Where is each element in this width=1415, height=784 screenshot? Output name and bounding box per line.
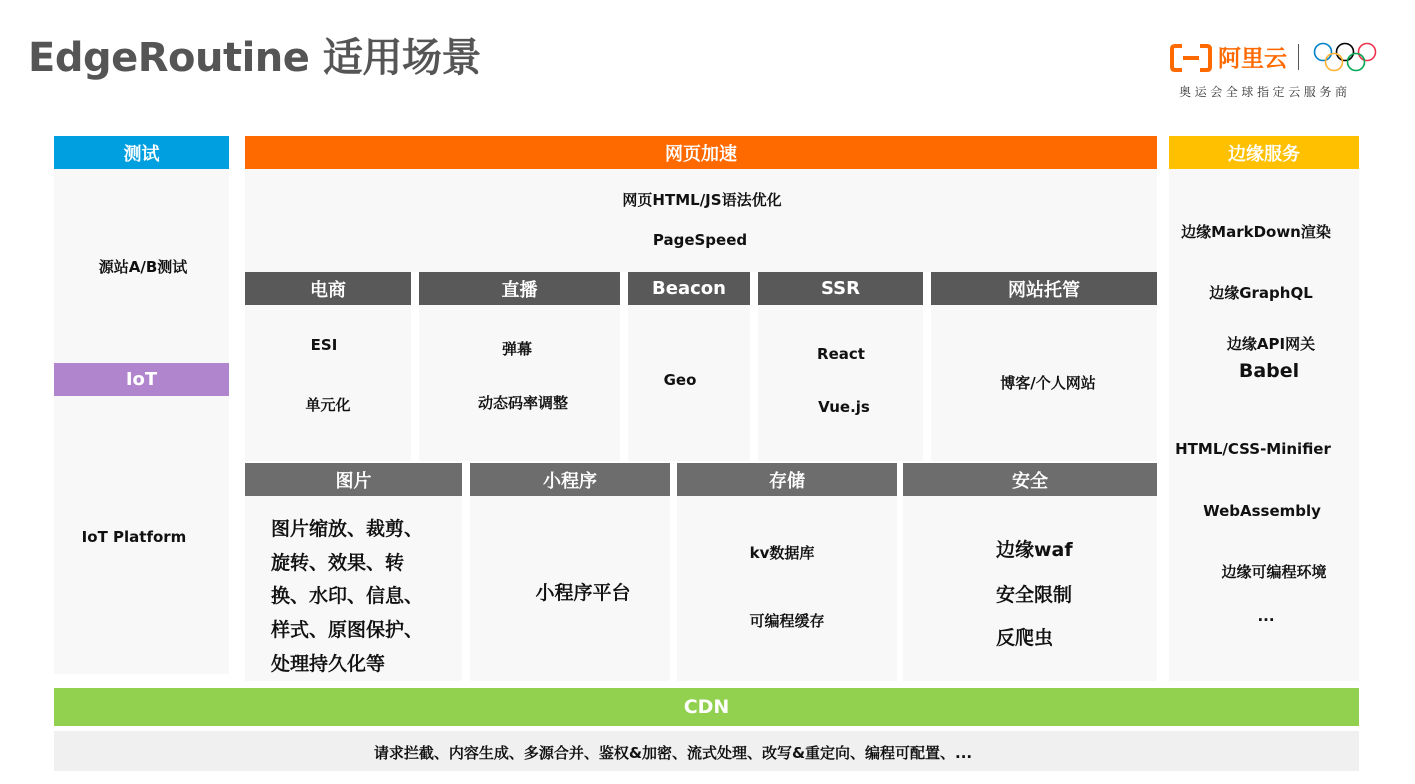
- ecommerce-item: ESI: [310, 336, 338, 354]
- edge-service-header: 边缘服务: [1169, 136, 1359, 169]
- live-item: 弹幕: [501, 340, 533, 358]
- image-description: [271, 513, 423, 682]
- image-line: 样式、原图保护、: [271, 619, 424, 642]
- olympic-rings-icon: [1313, 41, 1377, 75]
- edge-service-item: 边缘可编程环境: [1221, 563, 1327, 581]
- edge-service-item: HTML/CSS-Minifier: [1175, 440, 1331, 458]
- ecommerce-panel: [245, 305, 411, 461]
- edge-service-item: 边缘API网关: [1226, 335, 1316, 353]
- image-header: 图片: [245, 463, 462, 496]
- test-item: 源站A/B测试: [98, 258, 188, 276]
- live-header: 直播: [419, 272, 620, 305]
- live-panel: [419, 305, 620, 461]
- image-line: 处理持久化等: [271, 652, 386, 675]
- ssr-item: React: [817, 345, 865, 363]
- ecommerce-item: 单元化: [305, 396, 351, 414]
- security-header: 安全: [903, 463, 1157, 496]
- test-header: 测试: [54, 136, 229, 169]
- page-title: EdgeRoutine 适用场景: [28, 35, 481, 81]
- miniapp-header: 小程序: [470, 463, 670, 496]
- web-accel-panel: [245, 169, 1157, 272]
- cdn-description: 请求拦截、内容生成、多源合并、鉴权&加密、流式处理、改写&重定向、编程可配置、...: [373, 744, 973, 762]
- hosting-header: 网站托管: [931, 272, 1157, 305]
- security-item: 反爬虫: [996, 627, 1054, 649]
- web-accel-item: PageSpeed: [652, 231, 748, 249]
- brand-logo: [1170, 40, 1380, 102]
- aliyun-logo-icon: [1170, 43, 1212, 73]
- miniapp-item: 小程序平台: [535, 582, 631, 604]
- brand-name: 阿里云: [1218, 46, 1287, 72]
- edge-service-item: Babel: [1238, 360, 1300, 382]
- image-line: 换、水印、信息、: [271, 585, 424, 608]
- ssr-item: Vue.js: [818, 398, 870, 416]
- ssr-header: SSR: [758, 272, 923, 305]
- brand-tagline: 奥运会全球指定云服务商: [1179, 85, 1351, 99]
- security-item: 安全限制: [996, 584, 1073, 606]
- edge-service-item: 边缘MarkDown渲染: [1181, 223, 1331, 241]
- beacon-item: Geo: [663, 371, 697, 389]
- storage-panel: [677, 496, 897, 681]
- edge-service-item: WebAssembly: [1203, 502, 1321, 520]
- iot-header: IoT: [54, 363, 229, 396]
- edge-service-item: ...: [1257, 607, 1275, 625]
- iot-item: IoT Platform: [81, 528, 187, 546]
- cdn-header: CDN: [54, 688, 1359, 726]
- hosting-item: 博客/个人网站: [1000, 374, 1096, 392]
- web-accel-header: 网页加速: [245, 136, 1157, 169]
- image-line: 旋转、效果、转: [271, 551, 405, 574]
- security-item: 边缘waf: [996, 539, 1073, 561]
- live-item: 动态码率调整: [477, 394, 569, 412]
- image-line: 图片缩放、裁剪、: [271, 518, 424, 540]
- ssr-panel: [758, 305, 923, 461]
- storage-item: 可编程缓存: [749, 612, 825, 630]
- ecommerce-header: 电商: [245, 272, 411, 305]
- storage-header: 存储: [677, 463, 897, 496]
- edge-service-item: 边缘GraphQL: [1209, 284, 1313, 302]
- brand-divider: [1298, 44, 1299, 70]
- storage-item: kv数据库: [749, 544, 815, 562]
- beacon-header: Beacon: [628, 272, 750, 305]
- edge-service-panel: [1169, 169, 1359, 681]
- web-accel-item: 网页HTML/JS语法优化: [622, 191, 782, 209]
